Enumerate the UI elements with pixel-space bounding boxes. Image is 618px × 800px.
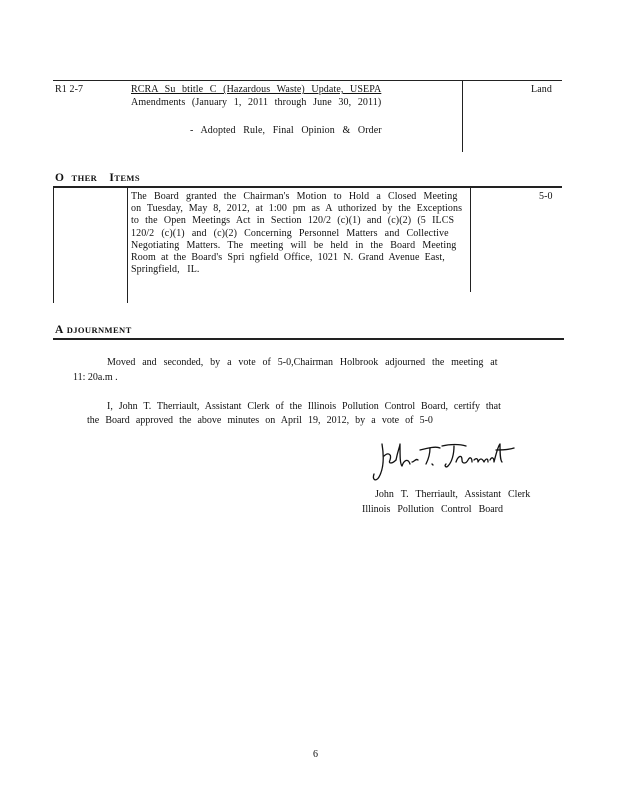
other-items-vote-divider xyxy=(470,188,471,292)
other-items-line: on Tuesday, May 8, 2012, at 1:00 pm as A uthorized by the Exceptions xyxy=(131,203,463,215)
other-items-heading-ther: THER xyxy=(71,173,98,183)
other-items-col-divider xyxy=(127,188,128,303)
adjournment-heading-rest: DJOURNMENT xyxy=(66,325,132,335)
rule-row-top-border xyxy=(53,80,562,81)
other-items-line: Springfield, IL. xyxy=(131,264,200,276)
other-items-heading-i: I xyxy=(109,172,115,184)
other-items-heading xyxy=(55,172,140,184)
other-items-heading-rule xyxy=(53,186,562,188)
other-items-line: 120/2 (c)(1) and (c)(2) Concerning Personnel Matters and Collective xyxy=(131,227,449,239)
signature-name-line: John T. Therriault, Assistant Clerk xyxy=(375,489,531,500)
rule-category: Land xyxy=(531,84,552,95)
other-items-heading-tems: TEMS xyxy=(114,173,140,183)
adjournment-heading-rule xyxy=(53,338,564,340)
adjournment-heading xyxy=(55,324,132,336)
adjournment-heading-a: A xyxy=(55,324,64,336)
other-items-line: to the Open Meetings Act in Section 120/2 (c)(1) and (c)(2) (5 ILCS xyxy=(131,215,455,227)
adjournment-para1-line1: Moved and seconded, by a vote of 5-0,Chairman Holbrook adjourned the meeting at xyxy=(107,357,498,368)
rule-title-line2: Amendments (January 1, 2011 through June 30, 2011) xyxy=(131,97,382,108)
signature-org-line: Illinois Pollution Control Board xyxy=(362,504,504,515)
other-items-vote: 5-0 xyxy=(539,191,553,202)
handwritten-signature xyxy=(370,436,520,486)
other-items-text xyxy=(131,191,462,276)
adjournment-para1-line2: 11: 20a.m . xyxy=(73,372,118,383)
certify-para-line2: the Board approved the above minutes on April 19, 2012, by a vote of 5-0 xyxy=(87,415,433,426)
other-items-heading-o: O xyxy=(55,172,65,184)
other-items-line: The Board granted the Chairman's Motion to Hold a Closed Meeting xyxy=(131,191,458,202)
certify-para-line1: I, John T. Therriault, Assistant Clerk of the Illinois Pollution Control Board, certify that xyxy=(107,401,501,412)
other-items-left-border xyxy=(53,188,54,303)
other-items-line: Negotiating Matters. The meeting will be held in the Board Meeting xyxy=(131,239,457,251)
rule-action: - Adopted Rule, Final Opinion & Order xyxy=(190,125,382,136)
page-number: 6 xyxy=(313,749,318,760)
other-items-line: Room at the Board's Spri ngfield Office, 1021 N. Grand Avenue East, xyxy=(131,252,445,264)
rule-docket: R1 2-7 xyxy=(55,84,84,95)
rule-title-line1: RCRA Su btitle C (Hazardous Waste) Update, USEPA xyxy=(131,84,382,95)
rule-row-divider xyxy=(462,80,463,152)
